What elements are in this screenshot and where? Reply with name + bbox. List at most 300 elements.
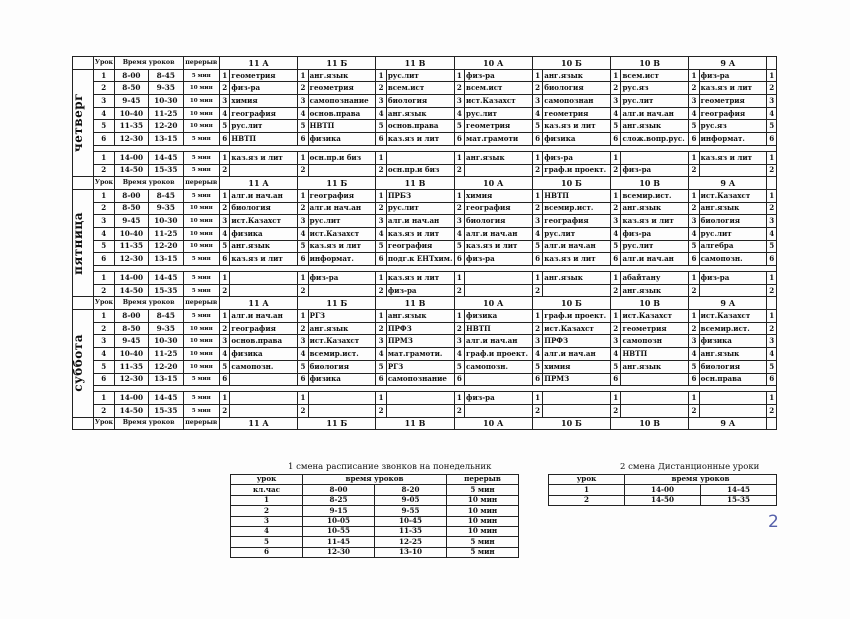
class-lesson-number: 2 (376, 202, 386, 215)
lesson-end: 8-45 (149, 310, 183, 323)
lesson-end: 13-15 (149, 253, 183, 266)
lesson-end: 11-25 (149, 107, 183, 120)
class-lesson-number: 4 (454, 348, 464, 361)
subject-cell: география (699, 107, 767, 120)
subject-cell: физ-ра (465, 253, 533, 266)
lesson-end: 14-45 (149, 272, 183, 285)
subject-cell: анг.язык (621, 284, 689, 297)
subject-cell: анг.язык (386, 310, 454, 323)
class-lesson-number: 2 (767, 322, 777, 335)
subject-cell: мат.грамоти. (386, 348, 454, 361)
day-label: пятница (71, 211, 85, 275)
header-times: Время уроков (114, 57, 183, 70)
break-duration: 10 мин (183, 202, 220, 215)
header-class: 9 А (689, 177, 767, 190)
subject-cell: анг.язык (465, 151, 533, 164)
subject-cell: слож.вопр.рус. (621, 133, 689, 146)
subject-cell: география (386, 240, 454, 253)
subject-cell: всем.ист (621, 69, 689, 82)
bell-cell: 2 (231, 506, 303, 516)
subject-cell (230, 373, 298, 386)
subject-cell: каз.яз и лит (386, 133, 454, 146)
subject-cell: самопозн. (699, 253, 767, 266)
header-class: 10 В (611, 297, 689, 310)
class-lesson-number: 4 (611, 227, 621, 240)
break-duration: 5 мин (183, 164, 220, 177)
bell-cell: 10-05 (303, 516, 375, 526)
subject-cell (230, 392, 298, 405)
class-lesson-number: 6 (611, 373, 621, 386)
subject-cell: физ-ра (699, 272, 767, 285)
class-lesson-number: 6 (454, 373, 464, 386)
class-lesson-number: 1 (298, 151, 308, 164)
break-duration: 5 мин (183, 392, 220, 405)
header-class: 10 Б (532, 417, 610, 430)
subject-cell: каз.яз и лит (386, 272, 454, 285)
class-lesson-number: 2 (689, 284, 699, 297)
lesson-number: 6 (93, 373, 114, 386)
subject-cell (699, 284, 767, 297)
lesson-row (73, 82, 777, 95)
subject-cell: физика (699, 335, 767, 348)
class-lesson-number: 1 (220, 272, 230, 285)
bell-header-row (231, 475, 519, 485)
subject-cell: всемир.ист. (621, 189, 689, 202)
subject-cell: информат. (699, 133, 767, 146)
subject-cell: физика (230, 348, 298, 361)
class-lesson-number: 2 (220, 284, 230, 297)
class-lesson-number: 2 (532, 82, 542, 95)
lesson-row (73, 335, 777, 348)
class-lesson-number: 4 (298, 227, 308, 240)
lesson-end: 10-30 (149, 215, 183, 228)
lesson-number: 3 (93, 335, 114, 348)
class-lesson-number: 2 (767, 164, 777, 177)
subject-cell: алг.и нач.ан (230, 189, 298, 202)
subject-cell: рус.лит (543, 227, 611, 240)
lesson-end: 15-35 (149, 404, 183, 417)
lesson-number: 2 (93, 284, 114, 297)
subject-cell: каз.яз и лит (543, 120, 611, 133)
class-lesson-number: 5 (220, 120, 230, 133)
lesson-number: 3 (93, 95, 114, 108)
class-lesson-number: 2 (298, 202, 308, 215)
subject-cell: физика (308, 133, 376, 146)
class-lesson-number: 4 (611, 107, 621, 120)
header-times: Время уроков (114, 297, 183, 310)
bell-cell: 10 мин (447, 516, 519, 526)
lesson-end: 14-45 (149, 151, 183, 164)
class-lesson-number: 1 (454, 272, 464, 285)
lesson-row (73, 373, 777, 386)
subject-cell (308, 404, 376, 417)
header-class: 9 А (689, 417, 767, 430)
bell-row (231, 485, 519, 495)
break-duration: 10 мин (183, 360, 220, 373)
bell-header-break: перерыв (447, 475, 519, 485)
lesson-start: 12-30 (114, 133, 148, 146)
subject-cell: география (543, 215, 611, 228)
subject-cell: алг.и нач.ан (465, 227, 533, 240)
class-lesson-number: 1 (767, 189, 777, 202)
subject-cell: физ-ра (465, 392, 533, 405)
bell-cell: 9-15 (303, 506, 375, 516)
class-lesson-number: 6 (689, 373, 699, 386)
lesson-start: 14-00 (114, 392, 148, 405)
subject-cell: осн.пр.и биз (308, 151, 376, 164)
subject-cell: биология (230, 202, 298, 215)
lesson-number: 2 (93, 164, 114, 177)
class-lesson-number: 2 (611, 82, 621, 95)
subject-cell: граф.и проект. (543, 310, 611, 323)
class-lesson-number: 3 (454, 215, 464, 228)
bell-cell: 12-30 (303, 547, 375, 557)
class-lesson-number: 1 (767, 69, 777, 82)
bell-row (231, 547, 519, 557)
break-duration: 10 мин (183, 227, 220, 240)
header-class: 11 В (376, 57, 454, 70)
class-lesson-number: 1 (767, 151, 777, 164)
class-lesson-number: 2 (376, 82, 386, 95)
subject-cell: рус.лит (386, 69, 454, 82)
lesson-end: 12-20 (149, 120, 183, 133)
lesson-end: 10-30 (149, 95, 183, 108)
subject-cell: каз.яз и лит (386, 227, 454, 240)
break-duration: 5 мин (183, 133, 220, 146)
subject-cell: самопозн. (465, 360, 533, 373)
subject-cell (543, 392, 611, 405)
class-lesson-number: 5 (611, 240, 621, 253)
class-lesson-number: 1 (532, 310, 542, 323)
class-lesson-number: 1 (220, 310, 230, 323)
day-label-cell (73, 69, 94, 177)
subject-cell: рус.лит (621, 240, 689, 253)
class-lesson-number: 5 (298, 240, 308, 253)
subject-cell: осн.права (699, 373, 767, 386)
lesson-row (73, 215, 777, 228)
header-lesson: Урок (93, 57, 114, 70)
bell-schedule-table (230, 474, 519, 558)
break-duration: 5 мин (183, 189, 220, 202)
subject-cell: геометрия (621, 322, 689, 335)
subject-cell: каз.яз и лит (230, 151, 298, 164)
bell-cell: 10 мин (447, 526, 519, 536)
bell-caption: 1 смена расписание звонков на понедельник (288, 462, 492, 472)
lesson-end: 12-20 (149, 360, 183, 373)
bell-cell: 11-35 (375, 526, 447, 536)
blank-cell (767, 297, 777, 310)
class-lesson-number: 2 (532, 284, 542, 297)
lesson-start: 14-50 (114, 404, 148, 417)
header-class: 10 В (611, 177, 689, 190)
class-lesson-number: 2 (532, 202, 542, 215)
distance-caption: 2 смена Дистанционные уроки (620, 462, 760, 472)
class-lesson-number: 1 (454, 151, 464, 164)
header-lesson: Урок (93, 417, 114, 430)
class-lesson-number: 2 (689, 82, 699, 95)
class-lesson-number: 2 (220, 82, 230, 95)
class-lesson-number: 3 (532, 215, 542, 228)
distance-cell: 1 (549, 485, 625, 495)
class-lesson-number: 1 (376, 310, 386, 323)
blank-cell (767, 57, 777, 70)
class-lesson-number: 2 (532, 164, 542, 177)
bell-cell: 5 (231, 537, 303, 547)
bell-cell: 3 (231, 516, 303, 526)
class-lesson-number: 2 (767, 82, 777, 95)
class-lesson-number: 2 (376, 164, 386, 177)
lesson-row (73, 360, 777, 373)
lesson-start: 14-00 (114, 151, 148, 164)
lesson-row (73, 95, 777, 108)
class-lesson-number: 4 (689, 107, 699, 120)
subject-cell (621, 392, 689, 405)
subject-cell: ист.Казахст (308, 335, 376, 348)
class-lesson-number: 1 (454, 189, 464, 202)
distance-cell: 14-45 (701, 485, 777, 495)
class-lesson-number: 4 (298, 107, 308, 120)
subject-cell: НВТП (621, 348, 689, 361)
subject-cell: анг.язык (699, 348, 767, 361)
header-class: 9 А (689, 297, 767, 310)
class-lesson-number: 5 (767, 120, 777, 133)
lesson-end: 12-20 (149, 240, 183, 253)
class-lesson-number: 4 (767, 107, 777, 120)
header-class: 11 Б (298, 417, 376, 430)
class-lesson-number: 3 (298, 95, 308, 108)
bell-cell: 12-25 (375, 537, 447, 547)
lesson-number: 2 (93, 404, 114, 417)
subject-cell: анг.язык (621, 360, 689, 373)
lesson-row (73, 107, 777, 120)
subject-cell (699, 164, 767, 177)
subject-cell: алг.и нач.ан (543, 240, 611, 253)
subject-cell (699, 392, 767, 405)
subject-cell: алг.и нач.ан (621, 107, 689, 120)
lesson-number: 2 (93, 202, 114, 215)
class-lesson-number: 1 (689, 69, 699, 82)
subject-cell: физ-ра (230, 82, 298, 95)
subject-cell: каз.яз и лит (230, 253, 298, 266)
class-lesson-number: 4 (298, 348, 308, 361)
lesson-row (73, 322, 777, 335)
subject-cell (308, 392, 376, 405)
subject-cell: анг.язык (543, 69, 611, 82)
class-lesson-number: 6 (298, 373, 308, 386)
subject-cell: анг.язык (308, 322, 376, 335)
subject-cell: основ.права (386, 120, 454, 133)
lesson-end: 8-45 (149, 69, 183, 82)
class-lesson-number: 2 (298, 82, 308, 95)
subject-cell: физика (465, 310, 533, 323)
lesson-row (73, 253, 777, 266)
lesson-start: 8-50 (114, 82, 148, 95)
subject-cell (621, 404, 689, 417)
header-class: 11 А (220, 417, 298, 430)
class-lesson-number: 1 (611, 69, 621, 82)
subject-cell: геометрия (230, 69, 298, 82)
subject-cell: физ-ра (308, 272, 376, 285)
class-lesson-number: 1 (376, 189, 386, 202)
class-lesson-number: 6 (298, 253, 308, 266)
class-lesson-number: 4 (767, 227, 777, 240)
bell-cell: 8-20 (375, 485, 447, 495)
subject-cell: ПРФЗ (543, 335, 611, 348)
class-lesson-number: 5 (298, 360, 308, 373)
class-lesson-number: 4 (454, 107, 464, 120)
lesson-end: 15-35 (149, 164, 183, 177)
subject-cell: рус.лит (699, 227, 767, 240)
subject-cell: всемир.ист. (699, 322, 767, 335)
class-lesson-number: 4 (220, 107, 230, 120)
class-lesson-number: 5 (220, 240, 230, 253)
class-lesson-number: 1 (220, 151, 230, 164)
class-lesson-number: 5 (611, 120, 621, 133)
class-lesson-number: 2 (611, 164, 621, 177)
bell-cell: 5 мин (447, 485, 519, 495)
lesson-start: 12-30 (114, 253, 148, 266)
header-class: 10 А (454, 57, 532, 70)
break-duration: 10 мин (183, 240, 220, 253)
lesson-number: 4 (93, 348, 114, 361)
lesson-end: 9-35 (149, 202, 183, 215)
class-lesson-number: 2 (454, 202, 464, 215)
header-break: перерыв (183, 177, 220, 190)
subject-cell (386, 404, 454, 417)
subject-cell: НВТП (465, 322, 533, 335)
lesson-row (73, 189, 777, 202)
subject-cell: информат. (308, 253, 376, 266)
class-lesson-number: 3 (767, 95, 777, 108)
class-lesson-number: 5 (611, 360, 621, 373)
header-row (73, 297, 777, 310)
blank-cell (73, 417, 94, 430)
header-class: 11 А (220, 297, 298, 310)
break-duration: 10 мин (183, 120, 220, 133)
day-label: суббота (71, 334, 85, 393)
break-duration: 5 мин (183, 404, 220, 417)
subject-cell: НВТП (543, 189, 611, 202)
class-lesson-number: 3 (611, 95, 621, 108)
header-class: 11 В (376, 417, 454, 430)
class-lesson-number: 6 (767, 133, 777, 146)
class-lesson-number: 1 (376, 69, 386, 82)
header-class: 10 Б (532, 177, 610, 190)
class-lesson-number: 1 (689, 392, 699, 405)
class-lesson-number: 2 (376, 284, 386, 297)
subject-cell: биология (543, 82, 611, 95)
class-lesson-number: 6 (220, 133, 230, 146)
class-lesson-number: 4 (376, 227, 386, 240)
break-duration: 10 мин (183, 335, 220, 348)
bell-body (231, 485, 519, 558)
class-lesson-number: 1 (532, 189, 542, 202)
subject-cell: ист.Казахст (699, 310, 767, 323)
distance-row (549, 485, 777, 495)
header-class: 10 В (611, 57, 689, 70)
subject-cell (308, 284, 376, 297)
class-lesson-number: 2 (454, 404, 464, 417)
subject-cell: ист.Казахст (308, 227, 376, 240)
header-class: 11 В (376, 297, 454, 310)
subject-cell (230, 284, 298, 297)
lesson-row (73, 133, 777, 146)
header-row (73, 57, 777, 70)
class-lesson-number: 3 (532, 335, 542, 348)
subject-cell: основ.права (308, 107, 376, 120)
class-lesson-number: 4 (454, 227, 464, 240)
class-lesson-number: 6 (532, 373, 542, 386)
lesson-row (73, 392, 777, 405)
class-lesson-number: 3 (689, 215, 699, 228)
subject-cell: физика (230, 227, 298, 240)
class-lesson-number: 1 (689, 189, 699, 202)
class-lesson-number: 1 (532, 69, 542, 82)
lesson-row (73, 164, 777, 177)
class-lesson-number: 1 (611, 189, 621, 202)
header-lesson: Урок (93, 297, 114, 310)
lesson-number: 6 (93, 253, 114, 266)
subject-cell (465, 404, 533, 417)
class-lesson-number: 3 (376, 215, 386, 228)
header-class: 11 Б (298, 297, 376, 310)
subject-cell: ист.Казахст (543, 322, 611, 335)
break-duration: 5 мин (183, 151, 220, 164)
blank-cell (767, 417, 777, 430)
subject-cell: алг.и нач.ан (465, 335, 533, 348)
distance-cell: 2 (549, 495, 625, 505)
class-lesson-number: 1 (220, 69, 230, 82)
subject-cell: всем.ист (386, 82, 454, 95)
class-lesson-number: 2 (454, 82, 464, 95)
class-lesson-number: 2 (454, 284, 464, 297)
class-lesson-number: 3 (611, 215, 621, 228)
class-lesson-number: 1 (376, 272, 386, 285)
class-lesson-number: 4 (767, 348, 777, 361)
lesson-row (73, 151, 777, 164)
break-duration: 10 мин (183, 95, 220, 108)
subject-cell: каз.яз и лит (699, 151, 767, 164)
class-lesson-number: 1 (689, 151, 699, 164)
subject-cell: подг.к ЕНТхим. (386, 253, 454, 266)
bell-cell: 11-45 (303, 537, 375, 547)
bell-cell: 8-25 (303, 495, 375, 505)
header-break: перерыв (183, 297, 220, 310)
class-lesson-number: 3 (767, 335, 777, 348)
distance-header-lesson: урок (549, 475, 625, 485)
class-lesson-number: 3 (689, 335, 699, 348)
subject-cell: мат.грамоти (465, 133, 533, 146)
subject-cell: алг.и нач.ан (386, 215, 454, 228)
header-break: перерыв (183, 417, 220, 430)
bell-header-times: время уроков (303, 475, 447, 485)
header-class: 10 В (611, 417, 689, 430)
class-lesson-number: 2 (454, 322, 464, 335)
subject-cell: всем.ист (465, 82, 533, 95)
class-lesson-number: 2 (611, 284, 621, 297)
subject-cell (543, 404, 611, 417)
subject-cell: анг.язык (308, 69, 376, 82)
subject-cell: рус.лит (386, 202, 454, 215)
distance-lessons-table (548, 474, 777, 506)
class-lesson-number: 6 (611, 253, 621, 266)
subject-cell: рус.лит (465, 107, 533, 120)
class-lesson-number: 2 (532, 404, 542, 417)
lesson-row (73, 284, 777, 297)
subject-cell: физика (543, 133, 611, 146)
subject-cell: ПРФЗ (386, 322, 454, 335)
class-lesson-number: 6 (611, 133, 621, 146)
